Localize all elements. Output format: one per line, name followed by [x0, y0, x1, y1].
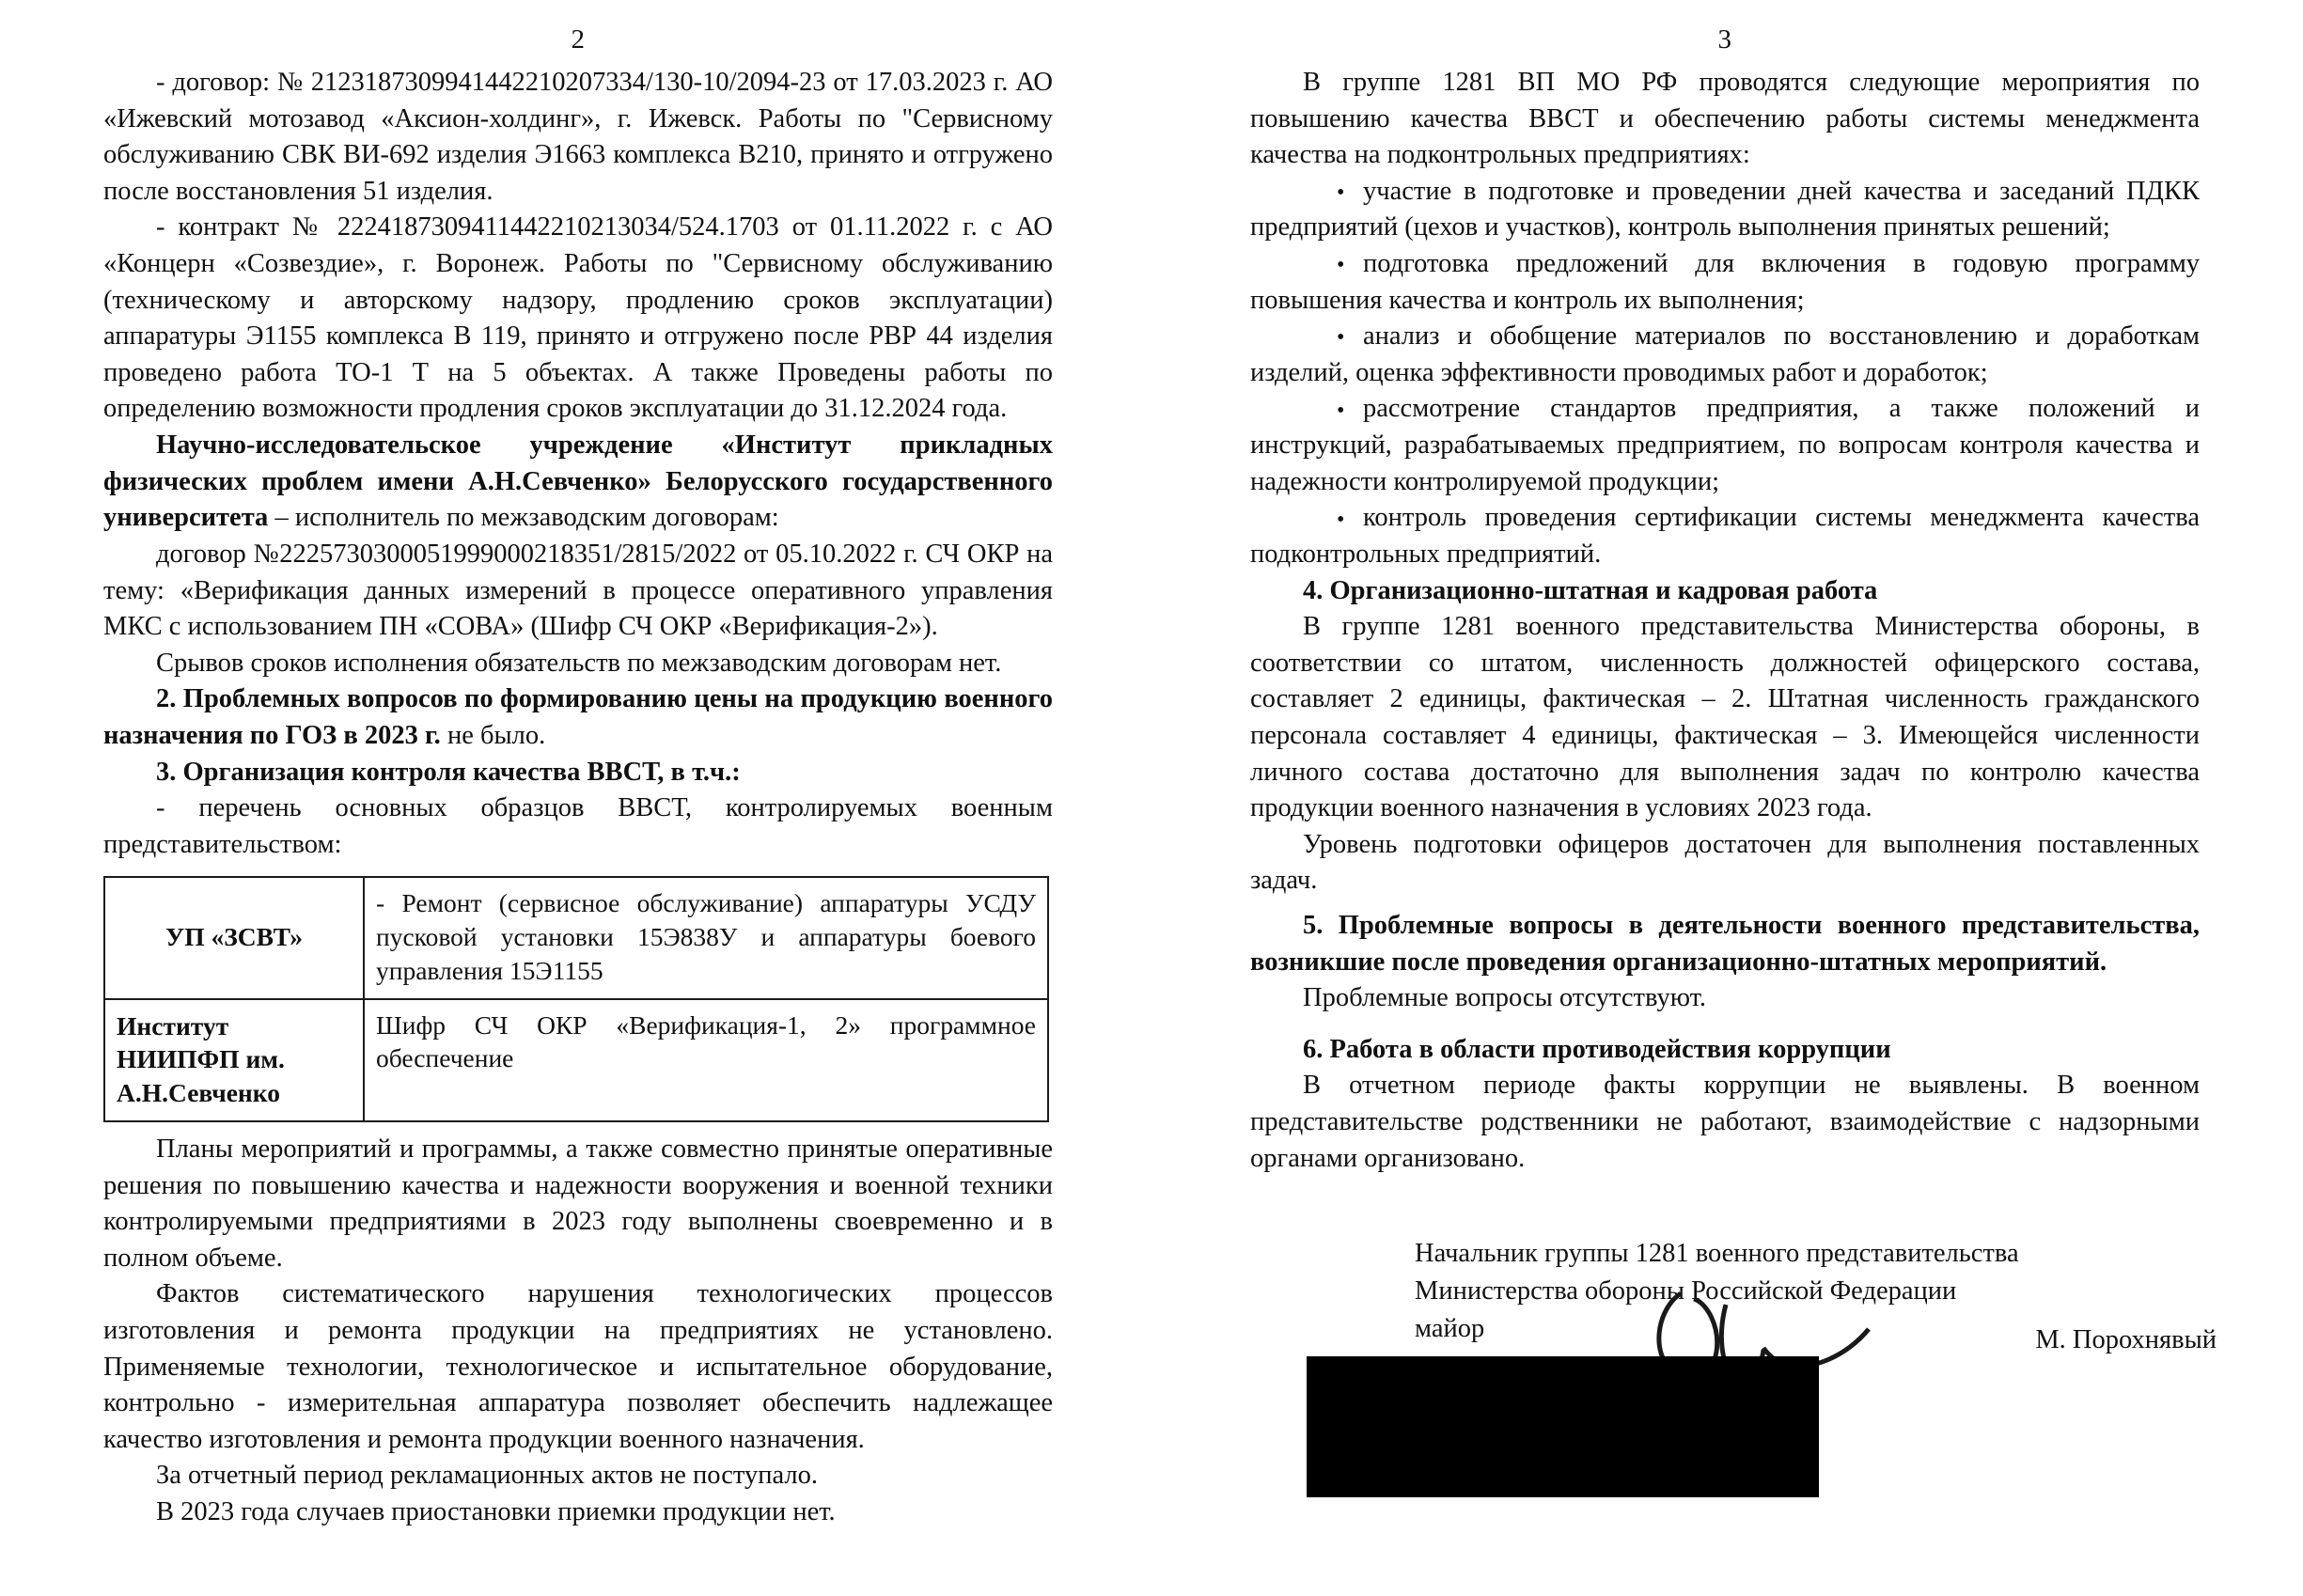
page-number-left: 2 [571, 24, 586, 55]
list-item-text: участие в подготовке и проведении дней качества и заседаний ПДКК предприятий (цехов и участков), контроль выполнения принятых решений; [1250, 176, 2200, 243]
table-cell-label: Институт НИИПФП им. А.Н.Севченко [104, 999, 364, 1121]
bullet-icon [1250, 174, 1363, 211]
section-2-text: не было. [440, 720, 546, 750]
table-row [104, 877, 1048, 998]
vvst-samples-table [103, 876, 1049, 1122]
bullet-icon [1250, 246, 1363, 283]
paragraph-claims: За отчетный период рекламационных актов не поступало. [156, 1461, 818, 1491]
section-5-title: 5. Проблемные вопросы в деятельности военного представительства, возникшие после проведения организационно-штатных мероприятий. [1250, 911, 2200, 977]
paragraph-no-delays: Срывов сроков исполнения обязательств по межзаводским договорам нет. [156, 648, 1002, 678]
list-item [1250, 246, 2200, 319]
paragraph-contract-sozvezdie: - контракт № 2224187309411442210213034/524.1703 от 01.11.2022 г. с АО «Концерн «Созвездие», г. Воронеж. Работы по "Сервисному обслуживанию (техническому и авторскому надзору, продлению сроков эксплуатации) аппаратуры Э1155 комплекса В 119, принято и отгружено после РВР 44 изделия проведено работа ТО-1 Т на 5 объектах. А также Проведены работы по определению возможности продления сроков эксплуатации до 31.12.2024 года. [103, 212, 1053, 424]
table-cell-value: Шифр СЧ ОКР «Верификация-1, 2» программное обеспечение [364, 999, 1048, 1121]
paragraph-interplant-contract: договор №2225730300051999000218351/2815/2022 от 05.10.2022 г. СЧ ОКР на тему: «Верификация данных измерений в процессе оперативного управления МКС с использованием ПН «СОВА» (Шифр СЧ ОКР «Верификация-2»). [103, 539, 1053, 642]
signature-line-1: Начальник группы 1281 военного представительства [1415, 1239, 2019, 1269]
section-5-text: Проблемные вопросы отсутствуют. [1303, 983, 1707, 1013]
signature-name: М. Порохнявый [2035, 1325, 2217, 1355]
paragraph-institute-bold [103, 428, 1053, 537]
section-6-title: 6. Работа в области противодействия коррупции [1303, 1034, 1891, 1064]
list-item [1250, 391, 2200, 500]
list-item [1250, 500, 2200, 572]
table-cell-value: - Ремонт (сервисное обслуживание) аппаратуры УСДУ пусковой установки 15Э838У и аппаратуры боевого управления 15Э1155 [364, 877, 1048, 998]
list-item-text: подготовка предложений для включения в годовую программу повышения качества и контроль их выполнения; [1250, 249, 2200, 315]
quality-measures-list [1250, 174, 2200, 573]
page-number-right: 3 [1717, 24, 1732, 55]
section-4-text: В группе 1281 военного представительства Министерства обороны, в соответствии со штатом, численность должностей офицерского состава, составляет 2 единицы, фактическая – 2. Штатная численность гражданского персонала составляет 4 единицы, фактическая – 3. Имеющейся численности личного состава достаточно для выполнения задач по контролю качества продукции военного назначения в условиях 2023 года. [1250, 612, 2200, 823]
paragraph-contract-izhevsk: - договор: № 2123187309941442210207334/130-10/2094-23 от 17.03.2023 г. АО «Ижевский мотозавод «Аксион-холдинг», г. Ижевск. Работы по "Сервисному обслуживанию СВК ВИ-692 изделия Э1663 комплекса В210, принято и отгружено после восстановления 51 изделия. [103, 68, 1053, 206]
section-4-text-2: Уровень подготовки офицеров достаточен для выполнения поставленных задач. [1250, 829, 2200, 896]
table-row [104, 999, 1048, 1121]
paragraph-quality-intro: В группе 1281 ВП МО РФ проводятся следующие мероприятия по повышению качества ВВСТ и обеспечению работы системы менеджмента качества на подконтрольных предприятиях: [1250, 68, 2200, 170]
redaction-box [1307, 1356, 1819, 1497]
list-item [1250, 174, 2200, 246]
section-3-title: 3. Организация контроля качества ВВСТ, в т.ч.: [156, 757, 741, 787]
bullet-icon [1250, 391, 1363, 428]
paragraph-plans: Планы мероприятий и программы, а также совместно принятые оперативные решения по повышению качества и надежности вооружения и военной техники контролируемыми предприятиями в 2023 году выполнены своевременно и в полном объеме. [103, 1134, 1053, 1273]
list-item-text: анализ и обобщение материалов по восстановлению и доработкам изделий, оценка эффективности проводимых работ и доработок; [1250, 321, 2200, 387]
paragraph-violations: Фактов систематического нарушения технологических процессов изготовления и ремонта продукции на предприятиях не установлено. Применяемые технологии, технологическое и испытательное оборудование, контрольно - измерительная аппаратура позволяет обеспечить надлежащее качество изготовления и ремонта продукции военного назначения. [103, 1279, 1053, 1454]
table-cell-label: УП «ЗСВТ» [104, 877, 364, 998]
paragraph-acceptance: В 2023 года случаев приостановки приемки продукции нет. [156, 1497, 836, 1526]
signature-line-2: Министерства обороны Российской Федерации [1415, 1276, 1957, 1307]
document-column-left [103, 0, 1053, 1596]
section-2-title: 2. Проблемных вопросов по формированию цены на продукцию военного назначения по ГОЗ в 2023 г. [103, 684, 1053, 750]
list-item-text: контроль проведения сертификации системы менеджмента качества подконтрольных предприятий. [1250, 503, 2200, 569]
list-item-text: рассмотрение стандартов предприятия, а также положений и инструкций, разрабатываемых предприятием, по вопросам контроля качества и надежности контролируемой продукции; [1250, 394, 2200, 496]
institute-role: – исполнитель по межзаводским договорам: [268, 503, 779, 533]
section-6-text: В отчетном периоде факты коррупции не выявлены. В военном представительстве родственники не работают, взаимодействие с надзорными органами организовано. [1250, 1071, 2200, 1173]
bullet-icon [1250, 319, 1363, 355]
section-4-title: 4. Организационно-штатная и кадровая работа [1303, 575, 1878, 605]
signature-rank: майор [1415, 1314, 1485, 1344]
section-2 [103, 681, 1053, 754]
signature-block [1250, 1235, 2217, 1355]
list-item [1250, 319, 2200, 391]
institute-name: Научно-исследовательское учреждение «Институт прикладных физических проблем имени А.Н.Севченко» Белорусского государственного университета [103, 430, 1053, 533]
bullet-icon [1250, 500, 1363, 537]
paragraph-list-intro: - перечень основных образцов ВВСТ, контролируемых военным представительством: [103, 793, 1053, 859]
